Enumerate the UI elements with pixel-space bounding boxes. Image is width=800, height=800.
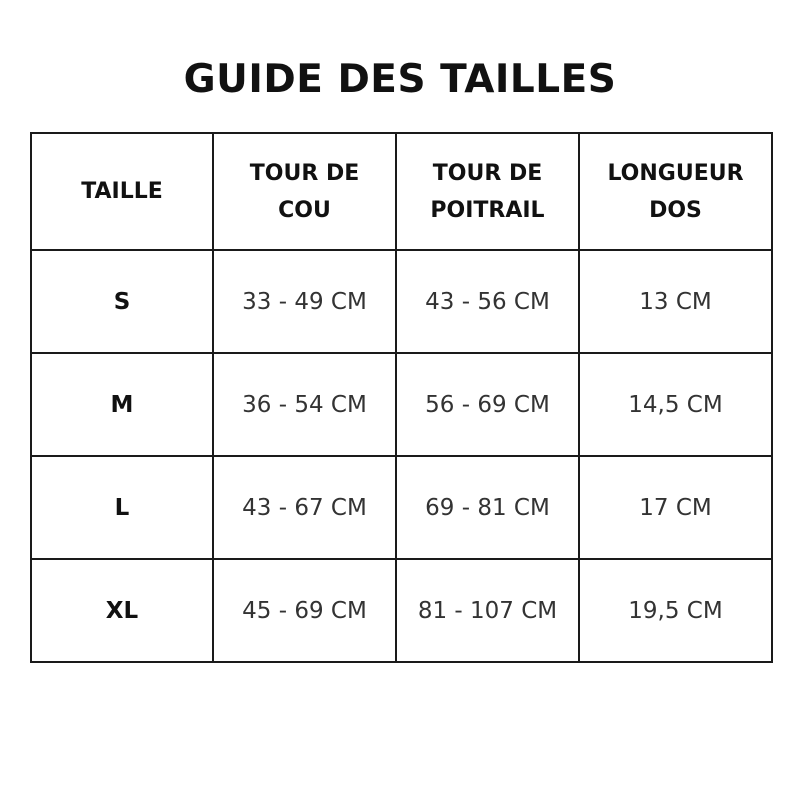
chest-cell: 81 - 107 CM bbox=[396, 559, 579, 662]
back-length-cell: 13 CM bbox=[579, 250, 772, 353]
size-cell: XL bbox=[31, 559, 213, 662]
table-row bbox=[31, 353, 772, 456]
header-neck bbox=[213, 133, 396, 250]
table-row bbox=[31, 250, 772, 353]
back-length-cell: 19,5 CM bbox=[579, 559, 772, 662]
chest-cell: 69 - 81 CM bbox=[396, 456, 579, 559]
header-chest-line2: POITRAIL bbox=[430, 197, 545, 223]
header-neck-line2: COU bbox=[278, 197, 331, 223]
table-row bbox=[31, 456, 772, 559]
header-chest bbox=[396, 133, 579, 250]
size-cell: M bbox=[31, 353, 213, 456]
table-row bbox=[31, 559, 772, 662]
back-length-cell: 14,5 CM bbox=[579, 353, 772, 456]
header-back-line1: LONGUEUR bbox=[607, 160, 744, 186]
neck-cell: 36 - 54 CM bbox=[213, 353, 396, 456]
neck-cell: 45 - 69 CM bbox=[213, 559, 396, 662]
size-cell: S bbox=[31, 250, 213, 353]
back-length-cell: 17 CM bbox=[579, 456, 772, 559]
header-size bbox=[31, 133, 213, 250]
size-guide-table bbox=[30, 132, 773, 663]
header-back-line2: DOS bbox=[649, 197, 702, 223]
neck-cell: 43 - 67 CM bbox=[213, 456, 396, 559]
page-title: GUIDE DES TAILLES bbox=[183, 57, 617, 102]
header-size-label: TAILLE bbox=[81, 179, 163, 204]
size-cell: L bbox=[31, 456, 213, 559]
table-header-row bbox=[31, 133, 772, 250]
chest-cell: 43 - 56 CM bbox=[396, 250, 579, 353]
header-chest-line1: TOUR DE bbox=[432, 160, 543, 186]
neck-cell: 33 - 49 CM bbox=[213, 250, 396, 353]
chest-cell: 56 - 69 CM bbox=[396, 353, 579, 456]
header-neck-line1: TOUR DE bbox=[249, 160, 360, 186]
header-back-length bbox=[579, 133, 772, 250]
